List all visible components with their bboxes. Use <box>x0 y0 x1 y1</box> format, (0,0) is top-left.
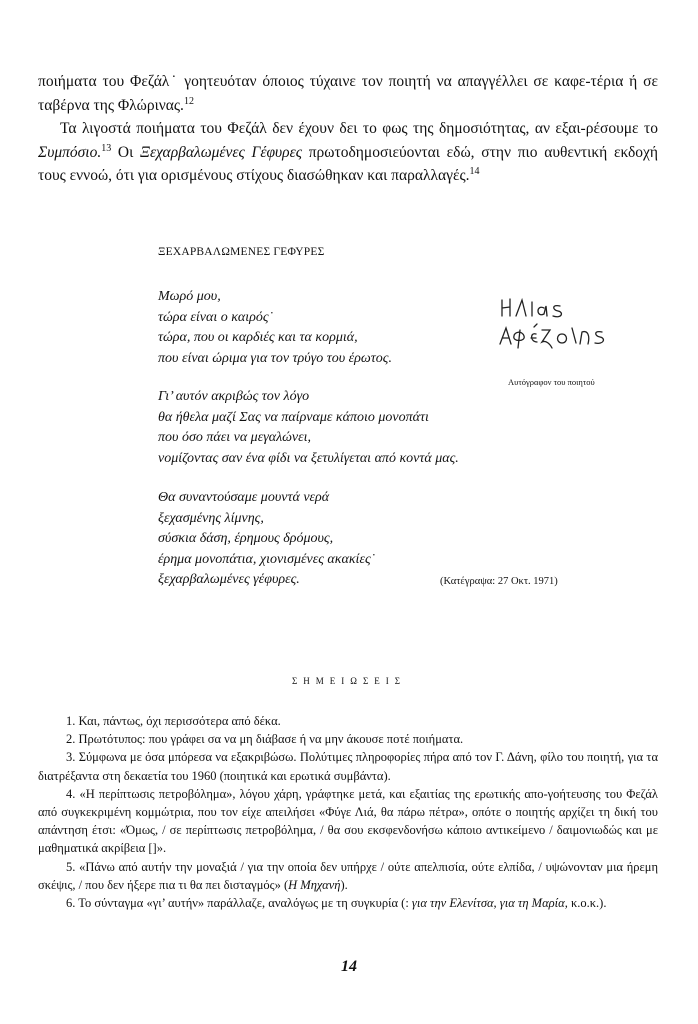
paragraph-2 <box>38 117 658 188</box>
poem-line: έρημα μονοπάτια, χιονισμένες ακακίες˙ <box>158 551 376 567</box>
poem-line: τώρα, που οι καρδιές και τα κορμιά, <box>158 330 358 345</box>
note-1: 1. Και, πάντως, όχι περισσότερα από δέκα. <box>66 714 281 728</box>
note-2: 2. Πρωτότυπος: που γράφει σα να μη διάβασε ή να μην άκουσε ποτέ ποιήματα. <box>66 732 464 747</box>
poem-line: Θα συναντούσαμε μουντά νερά <box>158 490 330 505</box>
paragraph-2-text-a: Τα λιγοστά ποιήματα του Φεζάλ δεν έχουν δει το φως της δημοσιότητας, αν εξαι-ρέσουμε το <box>60 120 658 137</box>
poem-line: Γι’ αυτόν ακριβώς τον λόγο <box>158 389 310 404</box>
poem-line: ξεχαρβαλωμένες γέφυρες. <box>158 572 300 587</box>
note-5-end: ). <box>340 877 348 892</box>
signature-caption: Αυτόγραφον του ποιητού <box>508 377 595 387</box>
paragraph-1-text: ποιήματα του Φεζάλ˙ γοητευόταν όποιος τύχαινε τον ποιητή να απαγγέλλει σε καφε-τέρια ή σε ταβέρνα της Φλώρινας. <box>38 73 658 114</box>
note-4: 4. «Η περίπτωσις πετροβόλημα», λόγου χάρη, γράφτηκε μετά, και εξαιτίας της ερωτικής απο-γοήτευσης του Φεζάλ από συγκεκριμένη κομμώτρια, που τον είχε απειλήσει «Φύγε Λιά, θα πάρω πέτρα», οπότε ο ποιητής αρχίζει τη δική του απάντηση έτσι: «Όμως, / σε περίπτωσις πετροβόλημα, / θα σου εκσφενδονήσω κάποιο αντικείμενο / δαιμονιωδώς και με μαθηματικά ακρίβεια []». <box>38 786 658 856</box>
poem-stanza-1 <box>158 287 392 369</box>
footnote-ref-13: 13 <box>101 142 112 154</box>
poem-line: τώρα είναι ο καιρός˙ <box>158 309 274 325</box>
footnote-ref-14: 14 <box>469 165 480 177</box>
poem-line: που είναι ώριμα για τον τρύγο του έρωτος. <box>158 350 392 366</box>
poem-stanza-3 <box>158 488 375 591</box>
note-5-text: 5. «Πάνω από αυτήν την μοναξιά / για την οποία δεν υπήρχε / ούτε απελπισία, ούτε ελπίδα, / υψώνονταν μια ήρεμη σκέψις, / που δεν ήξερε πια τι θα πει δισταγμός» ( <box>38 859 658 892</box>
poet-signature-image <box>498 292 618 352</box>
note-3: 3. Σύμφωνα με όσα μπόρεσα να εξακριβώσω. Πολύτιμες πληροφορίες πήρα από τον Γ. Δάνη, φίλο του ποιητή, για τα διατρέξαντα στη δεκαετία του 1960 (ποιητικά και ερωτικά συμβάντα). <box>38 750 658 783</box>
poem-line: σύσκια δάση, έρημους δρόμους, <box>158 531 334 546</box>
poem-line: νομίζοντας σαν ένα φίδι να ξετυλίγεται από κοντά μας. <box>158 450 459 466</box>
note-5-work-title: Η Μηχανή <box>288 877 341 892</box>
poem-line: ξεχασμένης λίμνης, <box>158 510 264 526</box>
paragraph-1 <box>38 70 658 117</box>
poem-stanza-2 <box>158 387 459 469</box>
poem-line: που όσο πάει να μεγαλώνει, <box>158 430 312 445</box>
date-note: (Κατέγραψα: 27 Οκτ. 1971) <box>440 576 558 587</box>
note-6-text: 6. Το σύνταγμα «γι’ αυτήν» παράλλαζε, αναλόγως με τη συγκυρία (: <box>66 896 412 911</box>
poem-line: θα ήθελα μαζί Σας να παίρναμε κάποιο μονοπάτι <box>158 409 429 425</box>
notes-heading: ΣΗΜΕΙΩΣΕΙΣ <box>292 676 406 686</box>
page-number: 14 <box>341 958 357 975</box>
note-5 <box>38 858 658 894</box>
poem-line: Μωρό μου, <box>158 289 221 304</box>
note-6-end: κ.ο.κ.). <box>567 896 607 911</box>
note-6-variants: για την Ελενίτσα, για τη Μαρία, <box>411 896 568 911</box>
notes-section <box>38 712 658 912</box>
footnote-ref-12: 12 <box>183 95 194 107</box>
paragraph-2-text-c: Οι <box>111 143 141 161</box>
poem-title: ΞΕΧΑΡΒΑΛΩΜΕΝΕΣ ΓΕΦΥΡΕΣ <box>158 246 325 258</box>
symposio-title: Συμπόσιο. <box>38 143 102 161</box>
body-text <box>38 70 658 188</box>
paragraph-2-text-e: πρωτοδημοσιεύονται εδώ, στην πιο αυθεντική εκδοχή τους εννοώ, ότι για ορισμένους στίχους διασώθηκαν και παραλλαγές. <box>38 143 658 184</box>
note-6 <box>38 894 658 912</box>
poem-title-ref: Ξεχαρβαλωμένες Γέφυρες <box>140 143 302 161</box>
